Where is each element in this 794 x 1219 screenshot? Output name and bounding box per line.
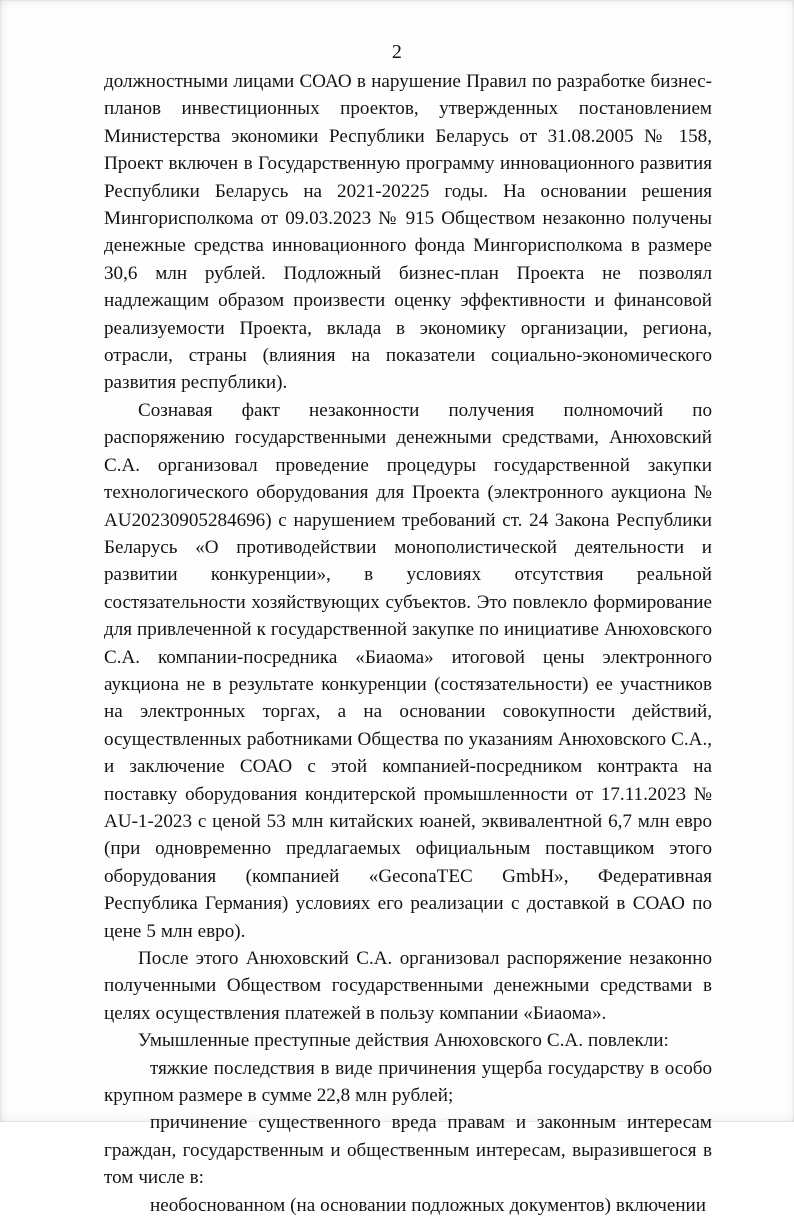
page-number: 2 xyxy=(391,41,403,63)
paragraph-1: должностными лицами СОАО в нарушение Правил по разработке бизнес-планов инвестиционных проектов, утвержденных постановлением Министерства экономики Республики Беларусь от 31.08.2005 № 158, Проект включен в Государственную программу инновационного развития Республики Беларусь на 2021-20225 годы. На основании решения Мингорисполкома от 09.03.2023 № 915 Обществом незаконно получены денежные средства инновационного фонда Мингорисполкома в размере 30,6 млн рублей. Подложный бизнес-план Проекта не позволял надлежащим образом произвести оценку эффективности и финансовой реализуемости Проекта, вклада в экономику организации, региона, отрасли, страны (влияния на показатели социально-экономического развития республики). xyxy=(104,71,712,394)
paragraph-3: После этого Анюховский С.А. организовал распоряжение незаконно полученными Обществом государственными денежными средствами в целях осуществления платежей в пользу компании «Биаома». xyxy=(104,948,712,1024)
paragraph-4: Умышленные преступные действия Анюховского С.А. повлекли: xyxy=(138,1030,669,1052)
paragraph-5: тяжкие последствия в виде причинения ущерба государству в особо крупном размере в сумме 22,8 млн рублей; xyxy=(104,1057,712,1107)
paragraph-6: причинение существенного вреда правам и законным интересам граждан, государственным и общественным интересам, выразившегося в том числе в: xyxy=(104,1112,712,1189)
paragraph-2: Сознавая факт незаконности получения полномочий по распоряжению государственными денежными средствами, Анюховский С.А. организовал проведение процедуры государственной закупки технологического оборудования для Проекта (электронного аукциона № AU20230905284696) с нарушением требований ст. 24 Закона Республики Беларусь «О противодействии монополистической деятельности и развитии конкуренции», в условиях отсутствия реальной состязательности хозяйствующих субъектов. Это повлекло формирование для привлеченной к государственной закупке по инициативе Анюховского С.А. компании-посредника «Биаома» итоговой цены электронного аукциона не в результате конкуренции (состязательности) ее участников на электронных торгах, а на основании совокупности действий, осуществленных работниками Общества по указаниям Анюховского С.А., и заключение СОАО с этой компанией-посредником контракта на поставку оборудования кондитерской промышленности от 17.11.2023 № AU-1-2023 с ценой 53 млн китайских юаней, эквивалентной 6,7 млн евро (при одновременно предлагаемых официальным поставщиком этого оборудования (компанией «GeconaTEC GmbH», Федеративная Республика Германия) условиях его реализации с доставкой в СОАО по цене 5 млн евро). xyxy=(104,399,712,942)
document-body xyxy=(104,68,712,1219)
paragraph-7: необоснованном (на основании подложных документов) включении xyxy=(150,1194,706,1216)
